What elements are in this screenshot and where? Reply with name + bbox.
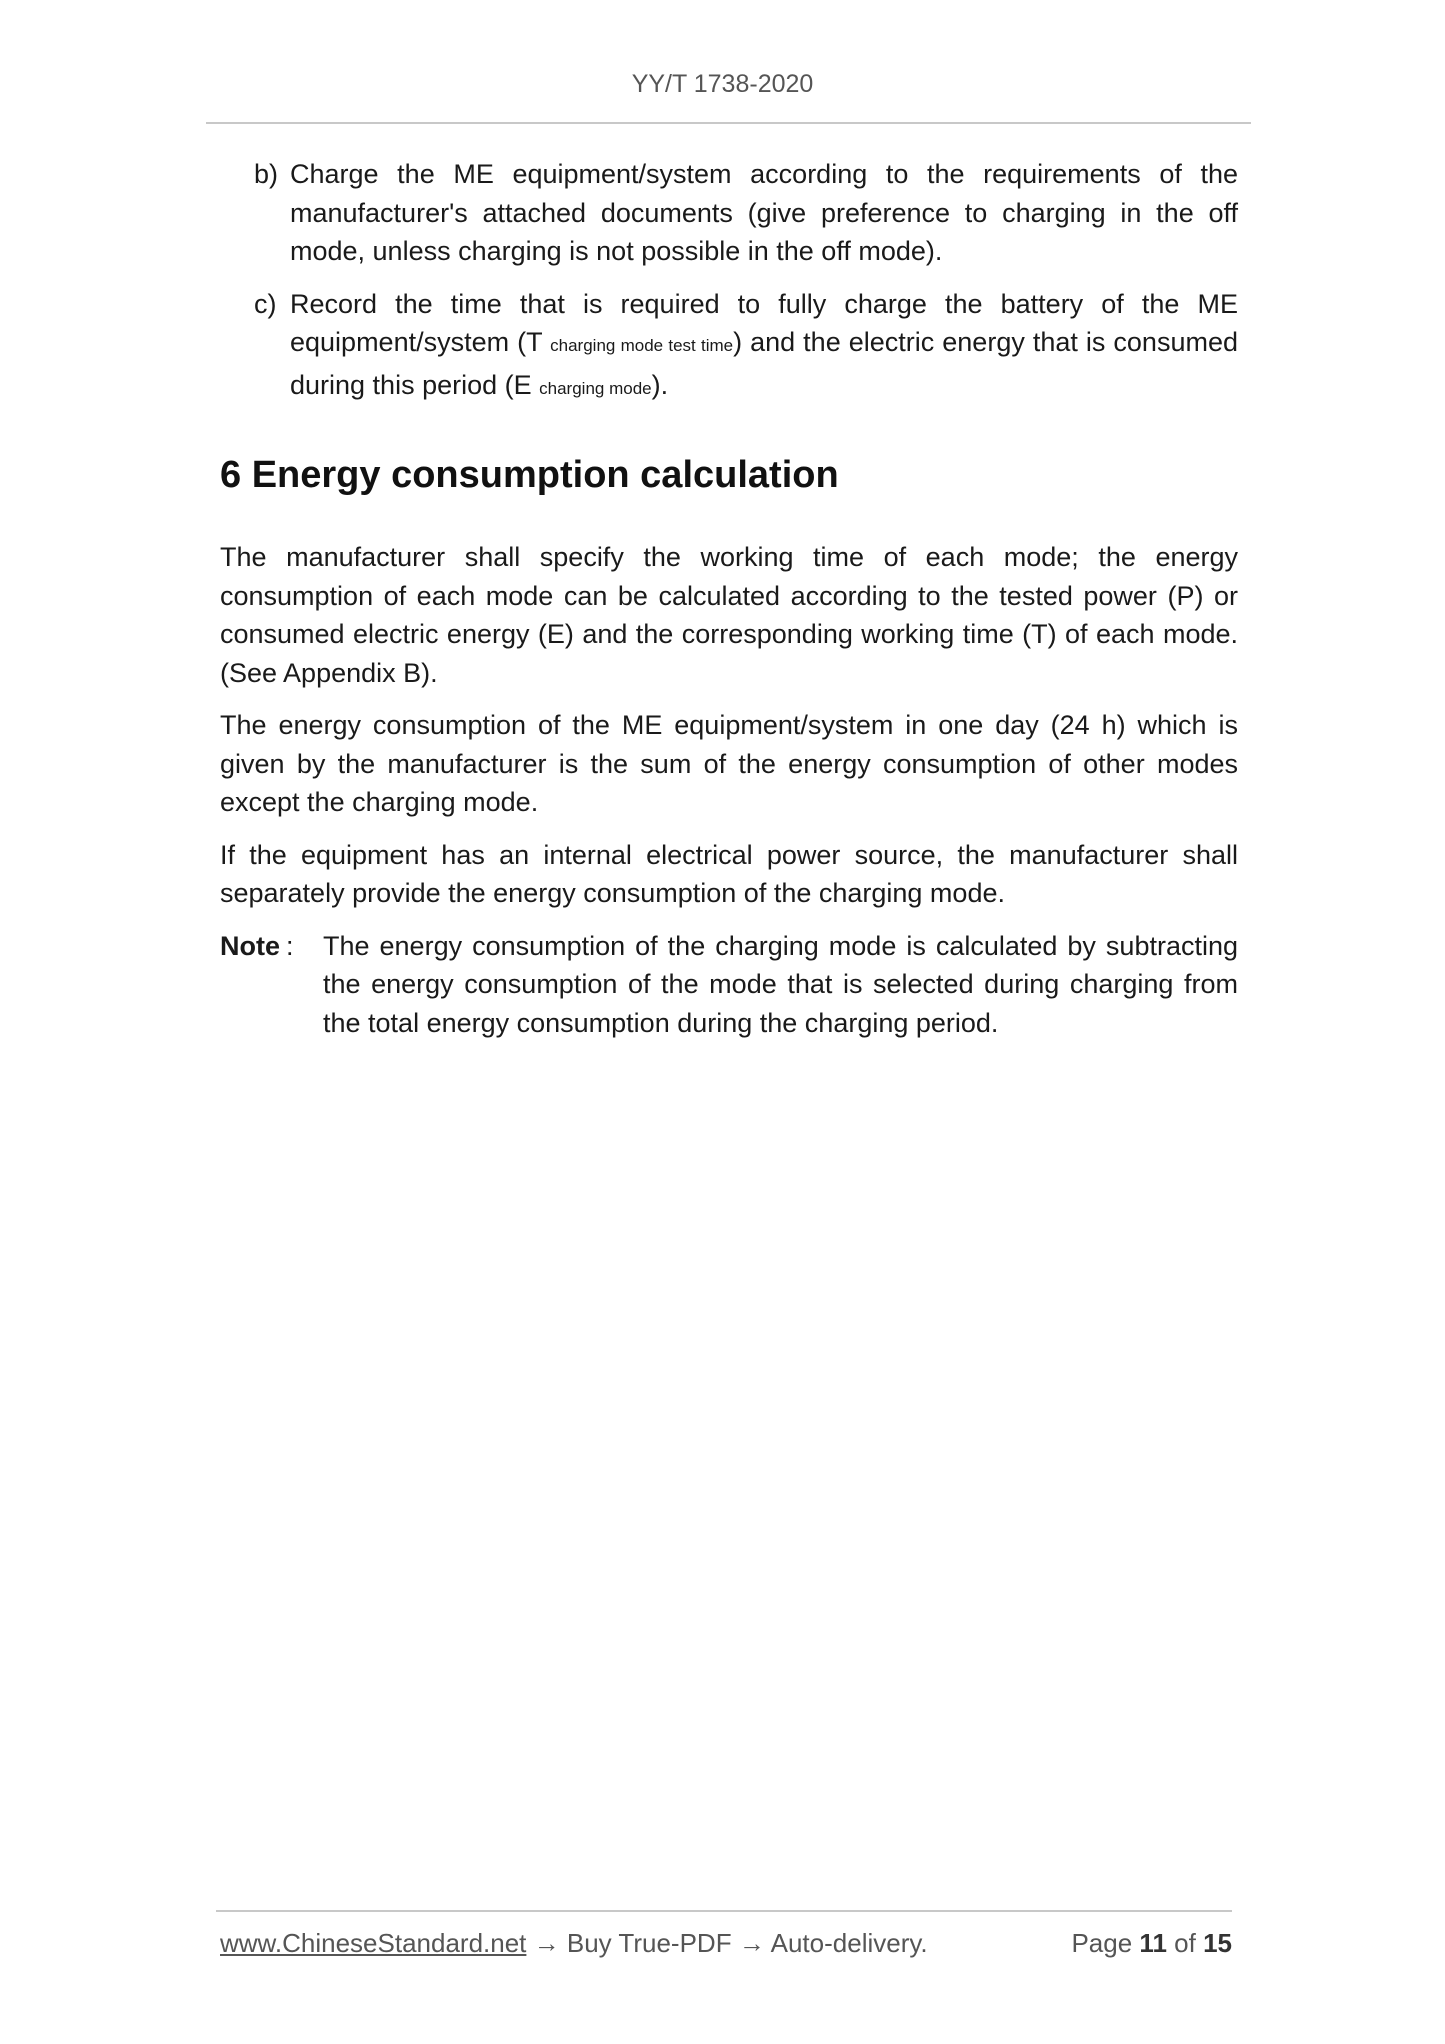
paragraph-working-time: The manufacturer shall specify the working time of each mode; the energy consumption of each mode can be calculated according to the tested power (P) or consumed electric energy (E) and the corresponding working time (T) of each mode. (See Appendix B).	[220, 542, 1238, 688]
list-item-b	[220, 155, 1238, 271]
note	[220, 927, 1238, 1043]
header-divider	[206, 122, 1251, 124]
page-number-indicator	[1071, 1928, 1232, 1959]
paragraph-internal-power-source: If the equipment has an internal electrical power source, the manufacturer shall separately provide the energy consumption of the charging mode.	[220, 839, 1238, 908]
footer-divider	[216, 1910, 1232, 1912]
footer-promo	[220, 1928, 928, 1959]
paragraph-daily-consumption: The energy consumption of the ME equipment/system in one day (24 h) which is given by the manufacturer is the sum of the energy consumption of other modes except the charging mode.	[220, 710, 1238, 817]
total-page-number: 15	[1203, 1928, 1232, 1958]
page-label: Page	[1071, 1928, 1133, 1958]
section-heading: 6 Energy consumption calculation	[220, 454, 839, 496]
arrow-right-icon: →	[738, 1928, 765, 1958]
current-page-number: 11	[1139, 1928, 1167, 1958]
footer-site-link[interactable]: www.ChineseStandard.net	[220, 1928, 527, 1958]
of-label: of	[1174, 1928, 1196, 1958]
note-label: Note	[220, 930, 280, 961]
list-item-c	[220, 285, 1238, 409]
note-text: The energy consumption of the charging mode is calculated by subtracting the energy consumption of the mode that is selected during charging from the total energy consumption during the charging period.	[323, 930, 1238, 1038]
footer-buy-text: Buy True-PDF	[566, 1928, 732, 1958]
list-item-c-text-b: ) and the electric energy that is consumed during this period (E	[290, 327, 1238, 400]
page-header-title: YY/T 1738-2020	[631, 70, 814, 98]
document-body	[220, 155, 1238, 1042]
subscript-charging-mode-test-time: charging mode test time	[550, 336, 734, 355]
page-footer	[220, 1928, 1232, 1964]
footer-delivery-text: Auto-delivery.	[770, 1928, 928, 1958]
list-item-c-text-a: Record the time that is required to fully charge the battery of the ME equipment/system (T	[290, 288, 1238, 357]
note-colon: :	[286, 930, 294, 961]
list-marker-b: b)	[254, 159, 279, 189]
arrow-right-icon: →	[533, 1928, 560, 1958]
list-item-b-text: Charge the ME equipment/system according to the requirements of the manufacturer's attached documents (give preference to charging in the off mode, unless charging is not possible in the off mode).	[290, 159, 1238, 266]
list-item-c-text-c: ).	[651, 369, 669, 400]
list-marker-c: c)	[254, 288, 277, 319]
subscript-charging-mode: charging mode	[539, 378, 652, 398]
